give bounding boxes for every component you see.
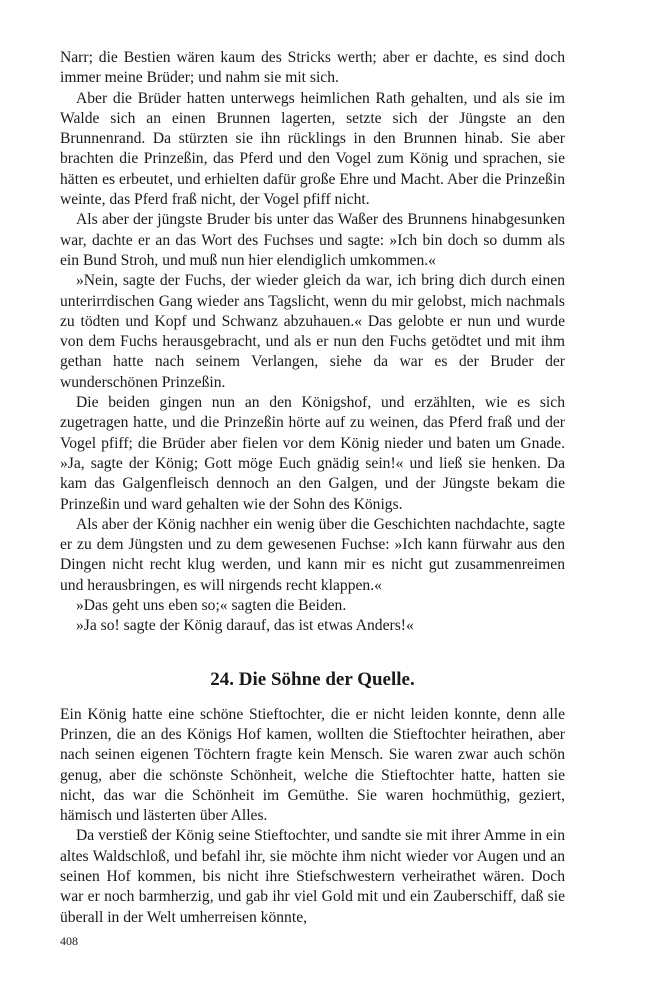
paragraph: »Das geht uns eben so;« sagten die Beiden. [76, 597, 347, 615]
paragraph: Die beiden gingen nun an den Königshof, und erzählten, wie es sich zugetragen hatte, und die Prinzeßin hörte auf zu weinen, das Pferd fraß und der Vogel pfiff; die Brüder aber fielen vor dem König nieder und baten um Gnade. »Ja, sagte der König; Gott möge Euch gnädig sein!« und ließ sie henken. Da kam das Galgenfleisch dennoch an den Galgen, und der Jüngste bekam die Prinzeßin und ward gehalten wie der Sohn des Königs. [60, 394, 565, 513]
paragraph: »Ja so! sagte der König darauf, das ist etwas Anders!« [76, 617, 414, 635]
paragraph: Aber die Brüder hatten unterwegs heimlichen Rath gehalten, und als sie im Walde sich an einen Brunnen lagerten, setzte sich der Jüngste an den Brunnenrand. Da stürzten sie ihn rücklings in den Brunnen hinab. Sie aber brachten die Prinzeßin, das Pferd und den Vogel zum König und sprachen, sie hätten es erbeutet, und erhielten dafür große Ehre und Macht. Aber die Prinzeßin weinte, das Pferd fraß nicht, der Vogel pfiff nicht. [60, 89, 565, 209]
section-heading: 24. Die Söhne der Quelle. [210, 668, 415, 690]
paragraph: Als aber der jüngste Bruder bis unter das Waßer des Brunnens hinabgesunken war, dachte er an das Wort des Fuchses und sagte: »Ich bin doch so dumm als ein Bund Stroh, und muß nun hier elendiglich umkommen.« [60, 211, 565, 269]
paragraph: Narr; die Bestien wären kaum des Stricks werth; aber er dachte, es sind doch immer meine Brüder; und nahm sie mit sich. [60, 49, 565, 87]
paragraph: Ein König hatte eine schöne Stieftochter, die er nicht leiden konnte, denn alle Prinzen, die an des Königs Hof kamen, wollten die Stieftochter heirathen, aber nach seinen eigenen Töchtern fragte kein Mensch. Sie waren zwar auch schön genug, aber die schönste Schönheit, welche die Stieftochter hatte, hatten sie nicht, das war die Schönheit im Gemüthe. Sie waren hochmüthig, geziert, hämisch und lästerten über Alles. [60, 705, 565, 825]
page-body [60, 48, 565, 928]
paragraph: Da verstieß der König seine Stieftochter, und sandte sie mit ihrer Amme in ein altes Waldschloß, und befahl ihr, sie möchte ihm nicht wieder vor Augen und an seinen Hof kommen, bis nicht ihre Stiefschwestern verheirathet wären. Doch war er noch barmherzig, und gab ihr viel Gold mit und ein Zauberschiff, daß sie überall in der Welt umherreisen könnte, [60, 827, 565, 926]
page-number: 408 [60, 934, 78, 948]
paragraph: »Nein, sagte der Fuchs, der wieder gleich da war, ich bring dich durch einen unterirrdischen Gang wieder ans Tagslicht, wenn du mir gelobst, mich nachmals zu tödten und Kopf und Schwanz abzuhauen.« Das gelobte er nun und wurde von dem Fuchs herausgebracht, und als er nun den Fuchs getödtet und mit ihm gethan hatte nach seinem Verlangen, siehe da war es der Bruder der wunderschönen Prinzeßin. [60, 272, 565, 391]
paragraph: Als aber der König nachher ein wenig über die Geschichten nachdachte, sagte er zu dem Jüngsten und zu dem gewesenen Fuchse: »Ich kann fürwahr aus den Dingen nicht recht klug werden, und kann mir es nicht gut zusammenreimen und herausbringen, es will nirgends recht klappen.« [60, 515, 565, 594]
